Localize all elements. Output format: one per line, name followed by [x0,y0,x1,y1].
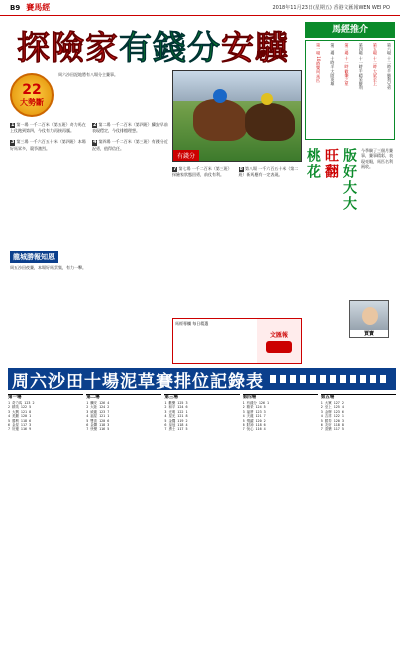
race-entry: 7 好運 116 9 [8,427,32,432]
race-entry: 1 驥安 126 4 [86,401,110,405]
horse-image [245,103,295,141]
headline-part-3: 安驥 [221,27,289,67]
race-entry: 1 大眾 127 2 [320,401,344,405]
article-body: 周五沙田夜賽，本場好馬雲集，有力一擊。 [10,265,86,270]
banner-title: 周六沙田十場泥草賽排位記錄表 [12,371,264,392]
race-entry: 5 雙喜 120 6 [86,418,110,423]
race-photo [172,70,302,162]
tips-column: 第二場 十時半 大陸英雄 [330,43,336,86]
column-title: 桃花 [305,148,321,180]
race-entry: 3 光明 122 1 [164,409,188,414]
race-entry: 6 友好 118 8 [320,423,344,428]
page-header [0,0,400,16]
article-column: 7 第七場 一千二百米（第三班）探險家狀態回勇，前仗有利。 [172,166,232,178]
column-title: 旺翻 [323,148,339,180]
race-card [8,394,83,644]
issue-date: 2018年11月23日(星期五) 香港文匯報WEN WEI PO [272,5,390,11]
article-column: 1 第一場 一千二百米（第五班）奇力馬在上仗跑到第四，今仗有力再接再厲。 3 第三場 一千六百五十米（第四班）本場好馬眾多，競爭激烈。 [10,122,86,151]
headline-part-2: 有錢分 [119,27,221,67]
tips-column: 第四場 十一時半 精采勝利 [358,43,364,90]
main-headline [8,22,298,68]
race-entry: 2 大陸 124 2 [86,405,110,410]
race-entry: 3 福將 123 3 [242,409,266,414]
race-table [8,394,396,644]
race-entry: 4 美麗 120 1 [8,414,32,419]
ad-logo [266,341,292,353]
race-entry: 7 快樂 116 5 [86,427,110,432]
article-lede: 周六沙田泥地將有八場分主賽事。 [58,72,118,77]
race-entry: 1 有錢分 126 1 [242,401,270,405]
article-column: 8 第八場 一千六百五十米（第二班）新馬應有一定表現。 [238,166,299,178]
ad-brand: 文匯報 [269,331,288,339]
headline-part-1: 探險家 [17,27,119,67]
tips-column: 第三場 十一時 歡樂之星 [344,43,350,86]
badge-number: 22 [22,81,42,98]
race-entry: 3 威龍 123 7 [86,409,110,414]
race-entry: 5 金鷹 119 2 [164,418,188,423]
column-right [305,148,395,338]
article-column: 2 第二場 一千二百米（第四班）驥安早前表現穩定，今仗排檔理想。 4 第四場 一千二百米（第三班）有錢分近況勇，值得信任。 [92,122,168,151]
race-entry: 6 財神 118 6 [242,423,266,428]
article-lower [10,244,170,316]
race-title: 第一場 [8,395,22,400]
race-entry: 2 精采 124 5 [242,405,266,410]
tips-sidebar [305,22,395,142]
photo-caption: 有錢分 [173,150,199,161]
race-card [243,394,318,644]
section-banner [8,368,396,390]
page-number: B9 [10,3,21,12]
tips-column: 第六場 十二時半 勝利兄弟 [387,43,393,90]
article-columns-mid [172,166,302,316]
horse-image [193,99,247,141]
race-entry: 5 勝利 118 6 [8,418,32,423]
columnist-portrait [349,300,389,338]
race-entry: 2 至上 125 4 [320,405,344,410]
race-entry: 4 福星 121 1 [86,414,110,419]
race-entry: 3 大興 121 8 [8,409,32,414]
columnist-name: 賈寶 [350,330,388,337]
tips-column: 第五場 十二時 大眾至上 [372,43,378,86]
race-entry: 4 天龍 121 7 [242,414,266,419]
race-entry: 7 喜樂 117 5 [320,427,344,432]
race-title: 第四場 [242,395,257,400]
race-entry: 7 悅心 116 4 [242,427,266,432]
race-title: 第五場 [320,395,335,400]
badge-text: 大勢斷 [20,97,44,107]
race-card [86,394,161,644]
race-entry: 3 金牌 123 6 [320,409,344,414]
race-entry: 6 皇冠 118 4 [164,423,188,428]
ad-text: 馬經專欄 每日精選 [175,321,209,326]
race-entry: 5 飛躍 120 2 [242,418,266,423]
advertisement [172,318,302,364]
column-title: 版好大大 [341,148,357,212]
race-entry: 1 歡樂 125 3 [164,401,188,405]
race-title: 第二場 [86,395,100,400]
tips-title: 馬經推介 [305,22,395,38]
race-entry: 1 奇力馬 123 2 [8,401,35,405]
article-columns [10,122,170,242]
jockey-image [261,93,273,105]
jockey-image [213,89,227,103]
race-entry: 6 金星 117 3 [8,423,32,428]
race-entry: 5 勝券 120 3 [320,418,344,423]
race-entry: 4 星光 121 8 [164,414,188,419]
race-entry: 2 和平 124 6 [164,405,188,410]
columnist-badge [10,73,54,117]
race-entry: 4 吉祥 122 1 [320,414,344,419]
race-card [321,394,396,644]
column-body: 今季騎了三個月賽事，賽事精彩，表現亮眼，馬匹名利兩收。 [361,148,393,170]
race-title: 第三場 [164,395,178,400]
article-kicker: 龍城勝報知恩 [10,251,58,263]
race-entry: 2 精英 122 5 [8,405,32,410]
tips-column: 第一場 10時雙向 馬匹 [316,43,322,83]
race-entry: 7 勇士 117 5 [164,427,188,432]
section-title: 賽馬經 [26,3,51,12]
race-card [164,394,239,644]
tips-box [305,40,395,140]
race-entry: 6 金鑽 118 3 [86,423,110,428]
